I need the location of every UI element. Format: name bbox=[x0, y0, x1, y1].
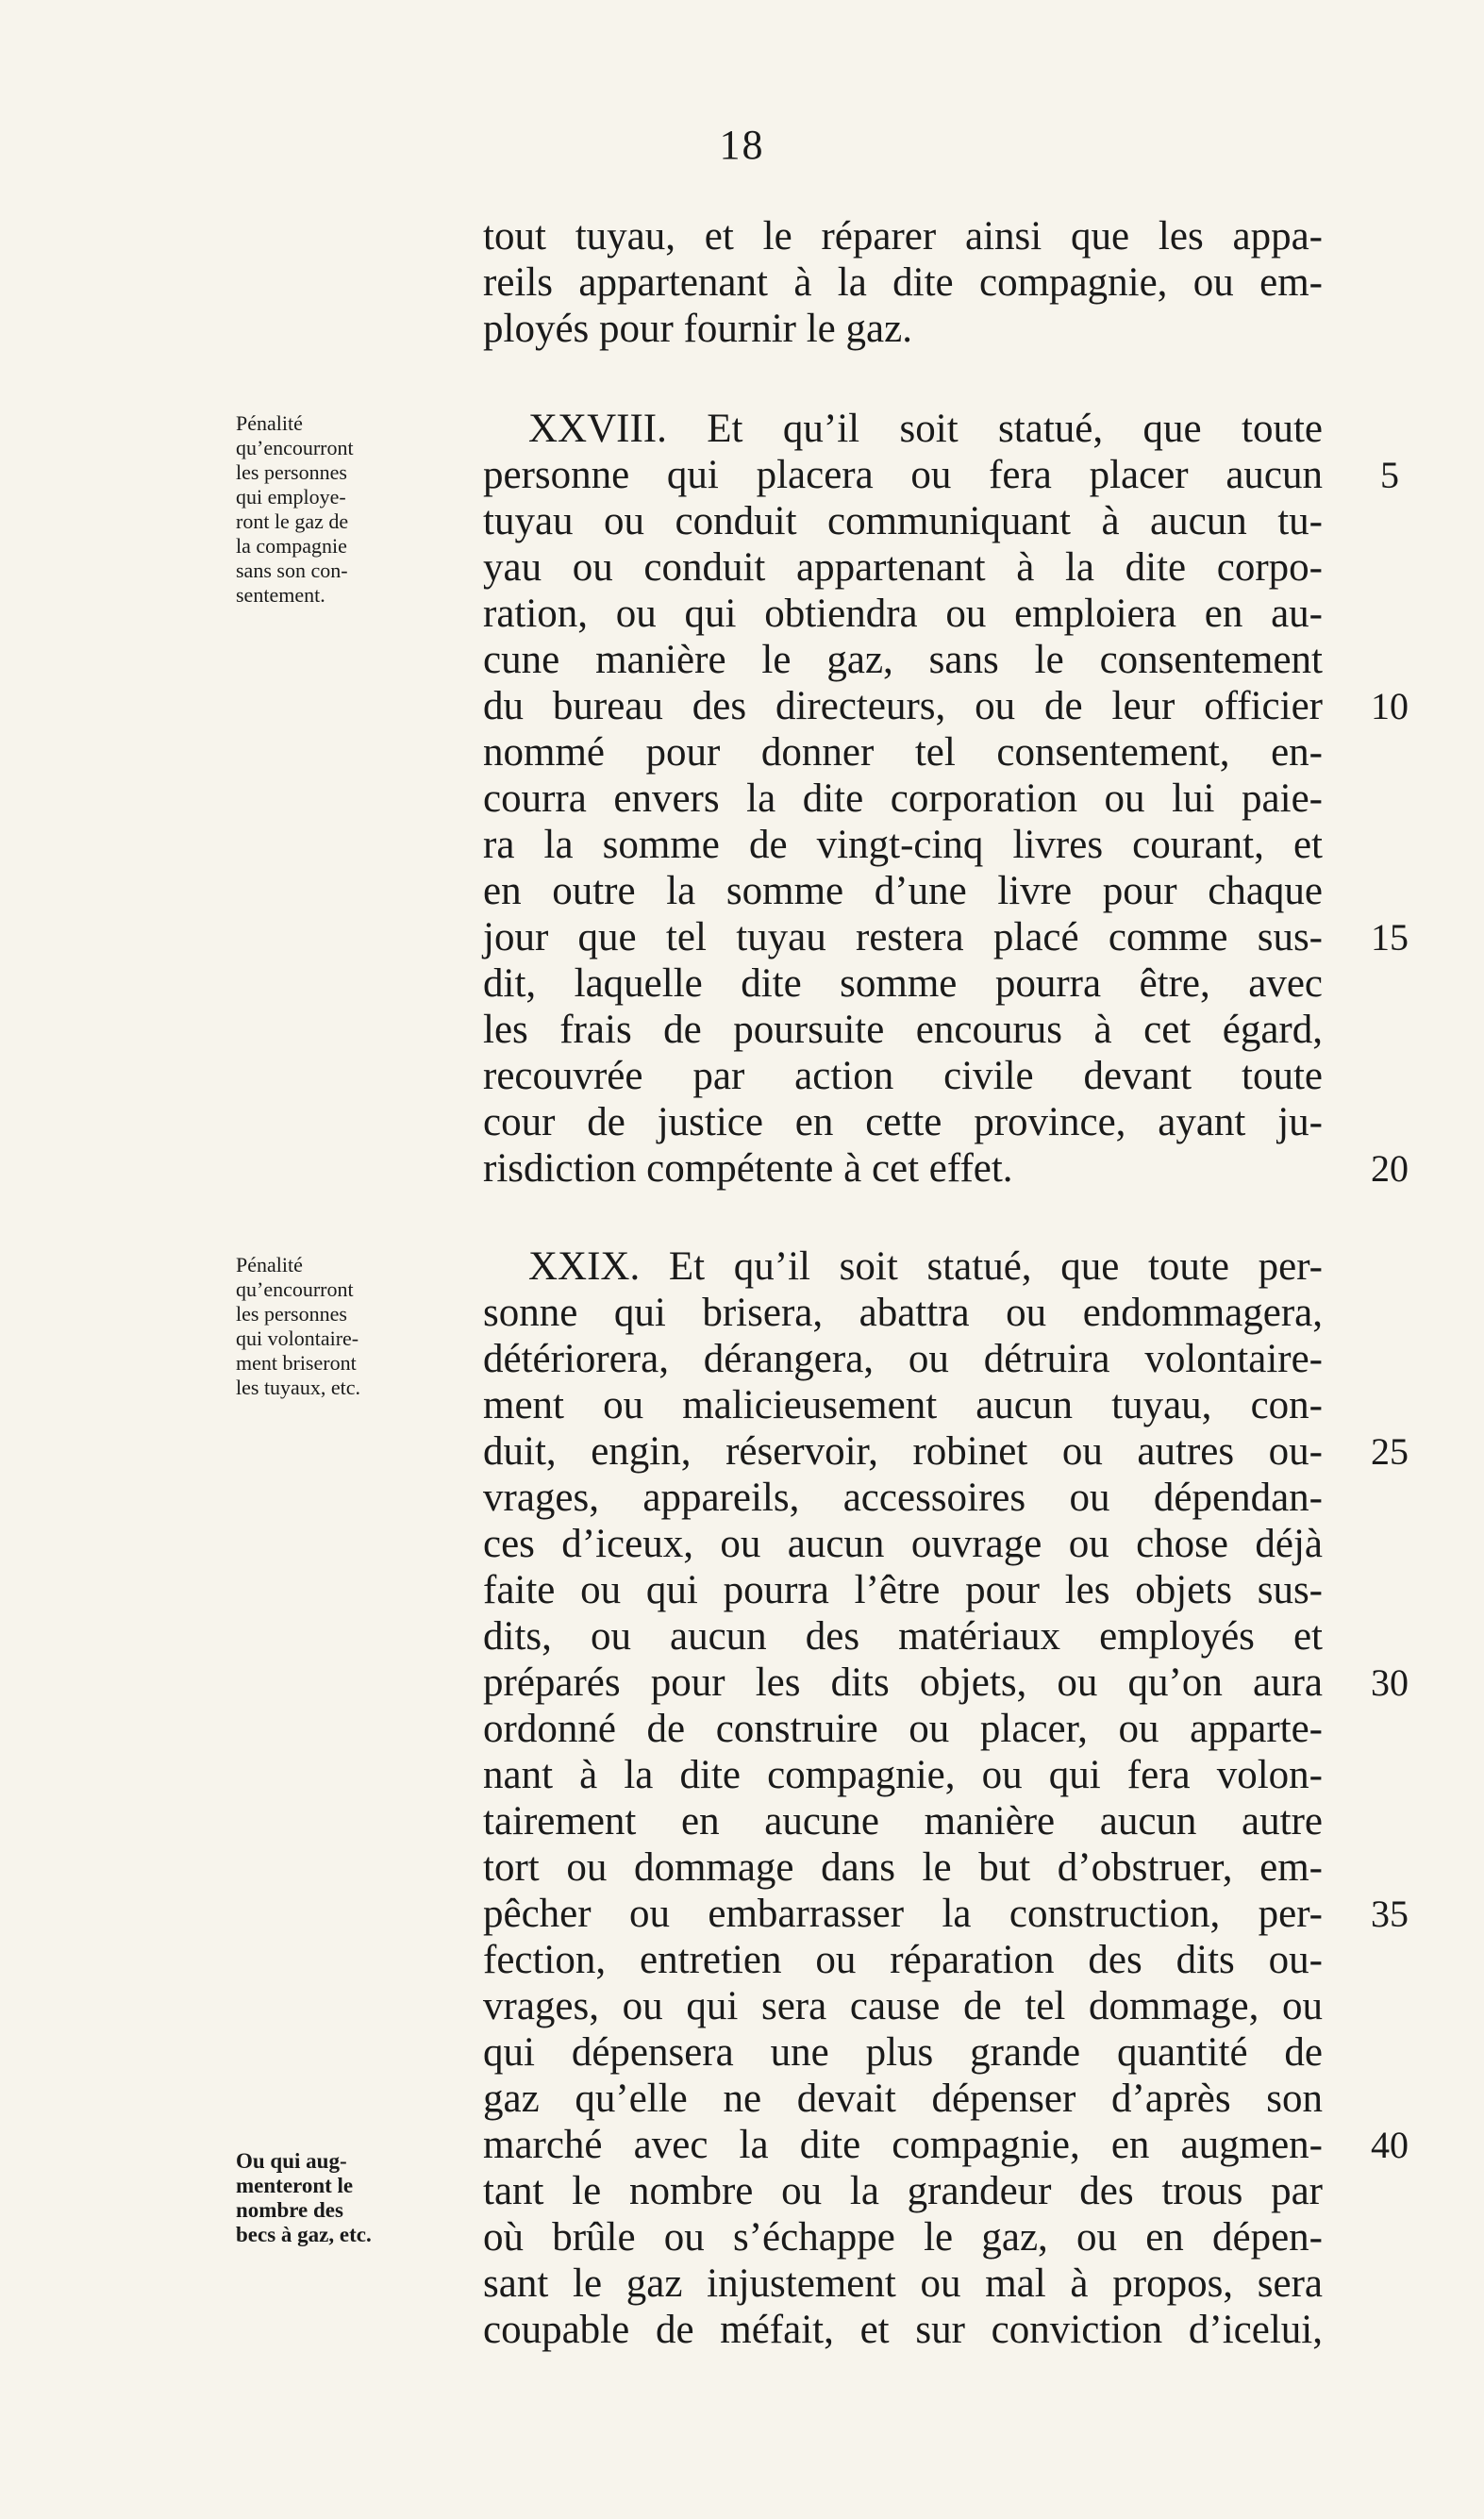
line-number: 20 bbox=[1371, 1147, 1409, 1190]
text-line: ces d’iceux, ou aucun ouvrage ou chose déjà bbox=[483, 1522, 1323, 1566]
margin-note-line: qui volontaire- bbox=[236, 1326, 359, 1350]
page-number: 18 bbox=[719, 122, 765, 168]
margin-note-line: becs à gaz, etc. bbox=[236, 2223, 372, 2246]
margin-note-penalty-damage bbox=[236, 1253, 458, 1400]
margin-note-line: les tuyaux, etc. bbox=[236, 1376, 360, 1399]
margin-note-penalty-gas bbox=[236, 411, 458, 608]
text-line: gaz qu’elle ne devait dépenser d’après son bbox=[483, 2077, 1323, 2121]
line-number: 35 bbox=[1371, 1893, 1409, 1935]
text-line: cour de justice en cette province, ayant ju- bbox=[483, 1100, 1323, 1144]
line-number: 5 bbox=[1380, 454, 1399, 496]
text-line: coupable de méfait, et sur conviction d’icelui, bbox=[483, 2308, 1323, 2352]
text-line: risdiction compétente à cet effet. bbox=[483, 1146, 1013, 1191]
margin-note-gas-burners bbox=[236, 2149, 458, 2247]
text-line: vrages, ou qui sera cause de tel dommage, ou bbox=[483, 1984, 1323, 2028]
text-line: tort ou dommage dans le but d’obstruer, em- bbox=[483, 1845, 1323, 1890]
text-line: dit, laquelle dite somme pourra être, avec bbox=[483, 961, 1323, 1006]
margin-note-line: les personnes bbox=[236, 1302, 347, 1326]
text-line: yau ou conduit appartenant à la dite corpo- bbox=[483, 545, 1323, 590]
text-line: reils appartenant à la dite compagnie, ou em- bbox=[483, 260, 1323, 305]
margin-note-line: la compagnie bbox=[236, 534, 347, 558]
text-line: les frais de poursuite encourus à cet égard, bbox=[483, 1008, 1323, 1052]
text-line: ordonné de construire ou placer, ou apparte- bbox=[483, 1707, 1323, 1751]
text-line: du bureau des directeurs, ou de leur officier bbox=[483, 684, 1323, 728]
text-line: tuyau ou conduit communiquant à aucun tu- bbox=[483, 499, 1323, 543]
text-line: qui dépensera une plus grande quantité de bbox=[483, 2030, 1323, 2075]
margin-note-line: les personnes bbox=[236, 460, 347, 484]
margin-note-line: nombre des bbox=[236, 2198, 343, 2222]
line-number: 10 bbox=[1371, 685, 1409, 727]
text-line: sonne qui brisera, abattra ou endommagera, bbox=[483, 1291, 1323, 1335]
line-number: 15 bbox=[1371, 916, 1409, 959]
text-line: préparés pour les dits objets, ou qu’on aura bbox=[483, 1660, 1323, 1705]
text-line: tant le nombre ou la grandeur des trous par bbox=[483, 2169, 1323, 2213]
text-line: cune manière le gaz, sans le consentement bbox=[483, 638, 1323, 682]
text-line: nommé pour donner tel consentement, en- bbox=[483, 730, 1323, 775]
margin-note-line: qu’encourront bbox=[236, 1277, 354, 1301]
text-line: vrages, appareils, accessoires ou dépendan- bbox=[483, 1476, 1323, 1520]
margin-note-line: qui employe- bbox=[236, 485, 346, 509]
text-line: jour que tel tuyau restera placé comme sus- bbox=[483, 915, 1323, 959]
text-line: recouvrée par action civile devant toute bbox=[483, 1054, 1323, 1098]
text-line: ra la somme de vingt-cinq livres courant, et bbox=[483, 823, 1323, 867]
line-number: 40 bbox=[1371, 2124, 1409, 2166]
line-number: 25 bbox=[1371, 1430, 1409, 1473]
margin-note-line: sentement. bbox=[236, 583, 325, 607]
text-line: tout tuyau, et le réparer ainsi que les appa- bbox=[483, 214, 1323, 259]
margin-note-line: menteront le bbox=[236, 2174, 354, 2197]
text-line: faite ou qui pourra l’être pour les objets sus- bbox=[483, 1568, 1323, 1612]
text-line: dits, ou aucun des matériaux employés et bbox=[483, 1614, 1323, 1659]
text-line: ration, ou qui obtiendra ou emploiera en au- bbox=[483, 592, 1323, 636]
text-line: nant à la dite compagnie, ou qui fera volon- bbox=[483, 1753, 1323, 1797]
text-line: duit, engin, réservoir, robinet ou autres ou- bbox=[483, 1429, 1323, 1474]
text-line: sant le gaz injustement ou mal à propos, sera bbox=[483, 2261, 1323, 2306]
text-line: détériorera, dérangera, ou détruira volontaire- bbox=[483, 1337, 1323, 1381]
text-line: pêcher ou embarrasser la construction, per- bbox=[483, 1892, 1323, 1936]
text-line: XXVIII. Et qu’il soit statué, que toute bbox=[528, 407, 1323, 451]
text-line: courra envers la dite corporation ou lui paie- bbox=[483, 776, 1323, 821]
margin-note-line: qu’encourront bbox=[236, 436, 354, 459]
margin-note-line: Ou qui aug- bbox=[236, 2149, 347, 2173]
text-line: tairement en aucune manière aucun autre bbox=[483, 1799, 1323, 1843]
text-line: ployés pour fournir le gaz. bbox=[483, 307, 912, 351]
text-line: XXIX. Et qu’il soit statué, que toute per- bbox=[528, 1244, 1323, 1289]
text-line: personne qui placera ou fera placer aucun bbox=[483, 453, 1323, 497]
text-line: en outre la somme d’une livre pour chaque bbox=[483, 869, 1323, 913]
margin-note-line: ment briseront bbox=[236, 1351, 357, 1375]
text-line: où brûle ou s’échappe le gaz, ou en dépen- bbox=[483, 2215, 1323, 2260]
text-line: marché avec la dite compagnie, en augmen- bbox=[483, 2123, 1323, 2167]
text-line: ment ou malicieusement aucun tuyau, con- bbox=[483, 1383, 1323, 1427]
margin-note-line: sans son con- bbox=[236, 559, 348, 582]
line-number: 30 bbox=[1371, 1661, 1409, 1704]
margin-note-line: Pénalité bbox=[236, 1253, 303, 1276]
text-line: fection, entretien ou réparation des dits ou- bbox=[483, 1938, 1323, 1982]
margin-note-line: ront le gaz de bbox=[236, 509, 349, 533]
margin-note-line: Pénalité bbox=[236, 411, 303, 435]
